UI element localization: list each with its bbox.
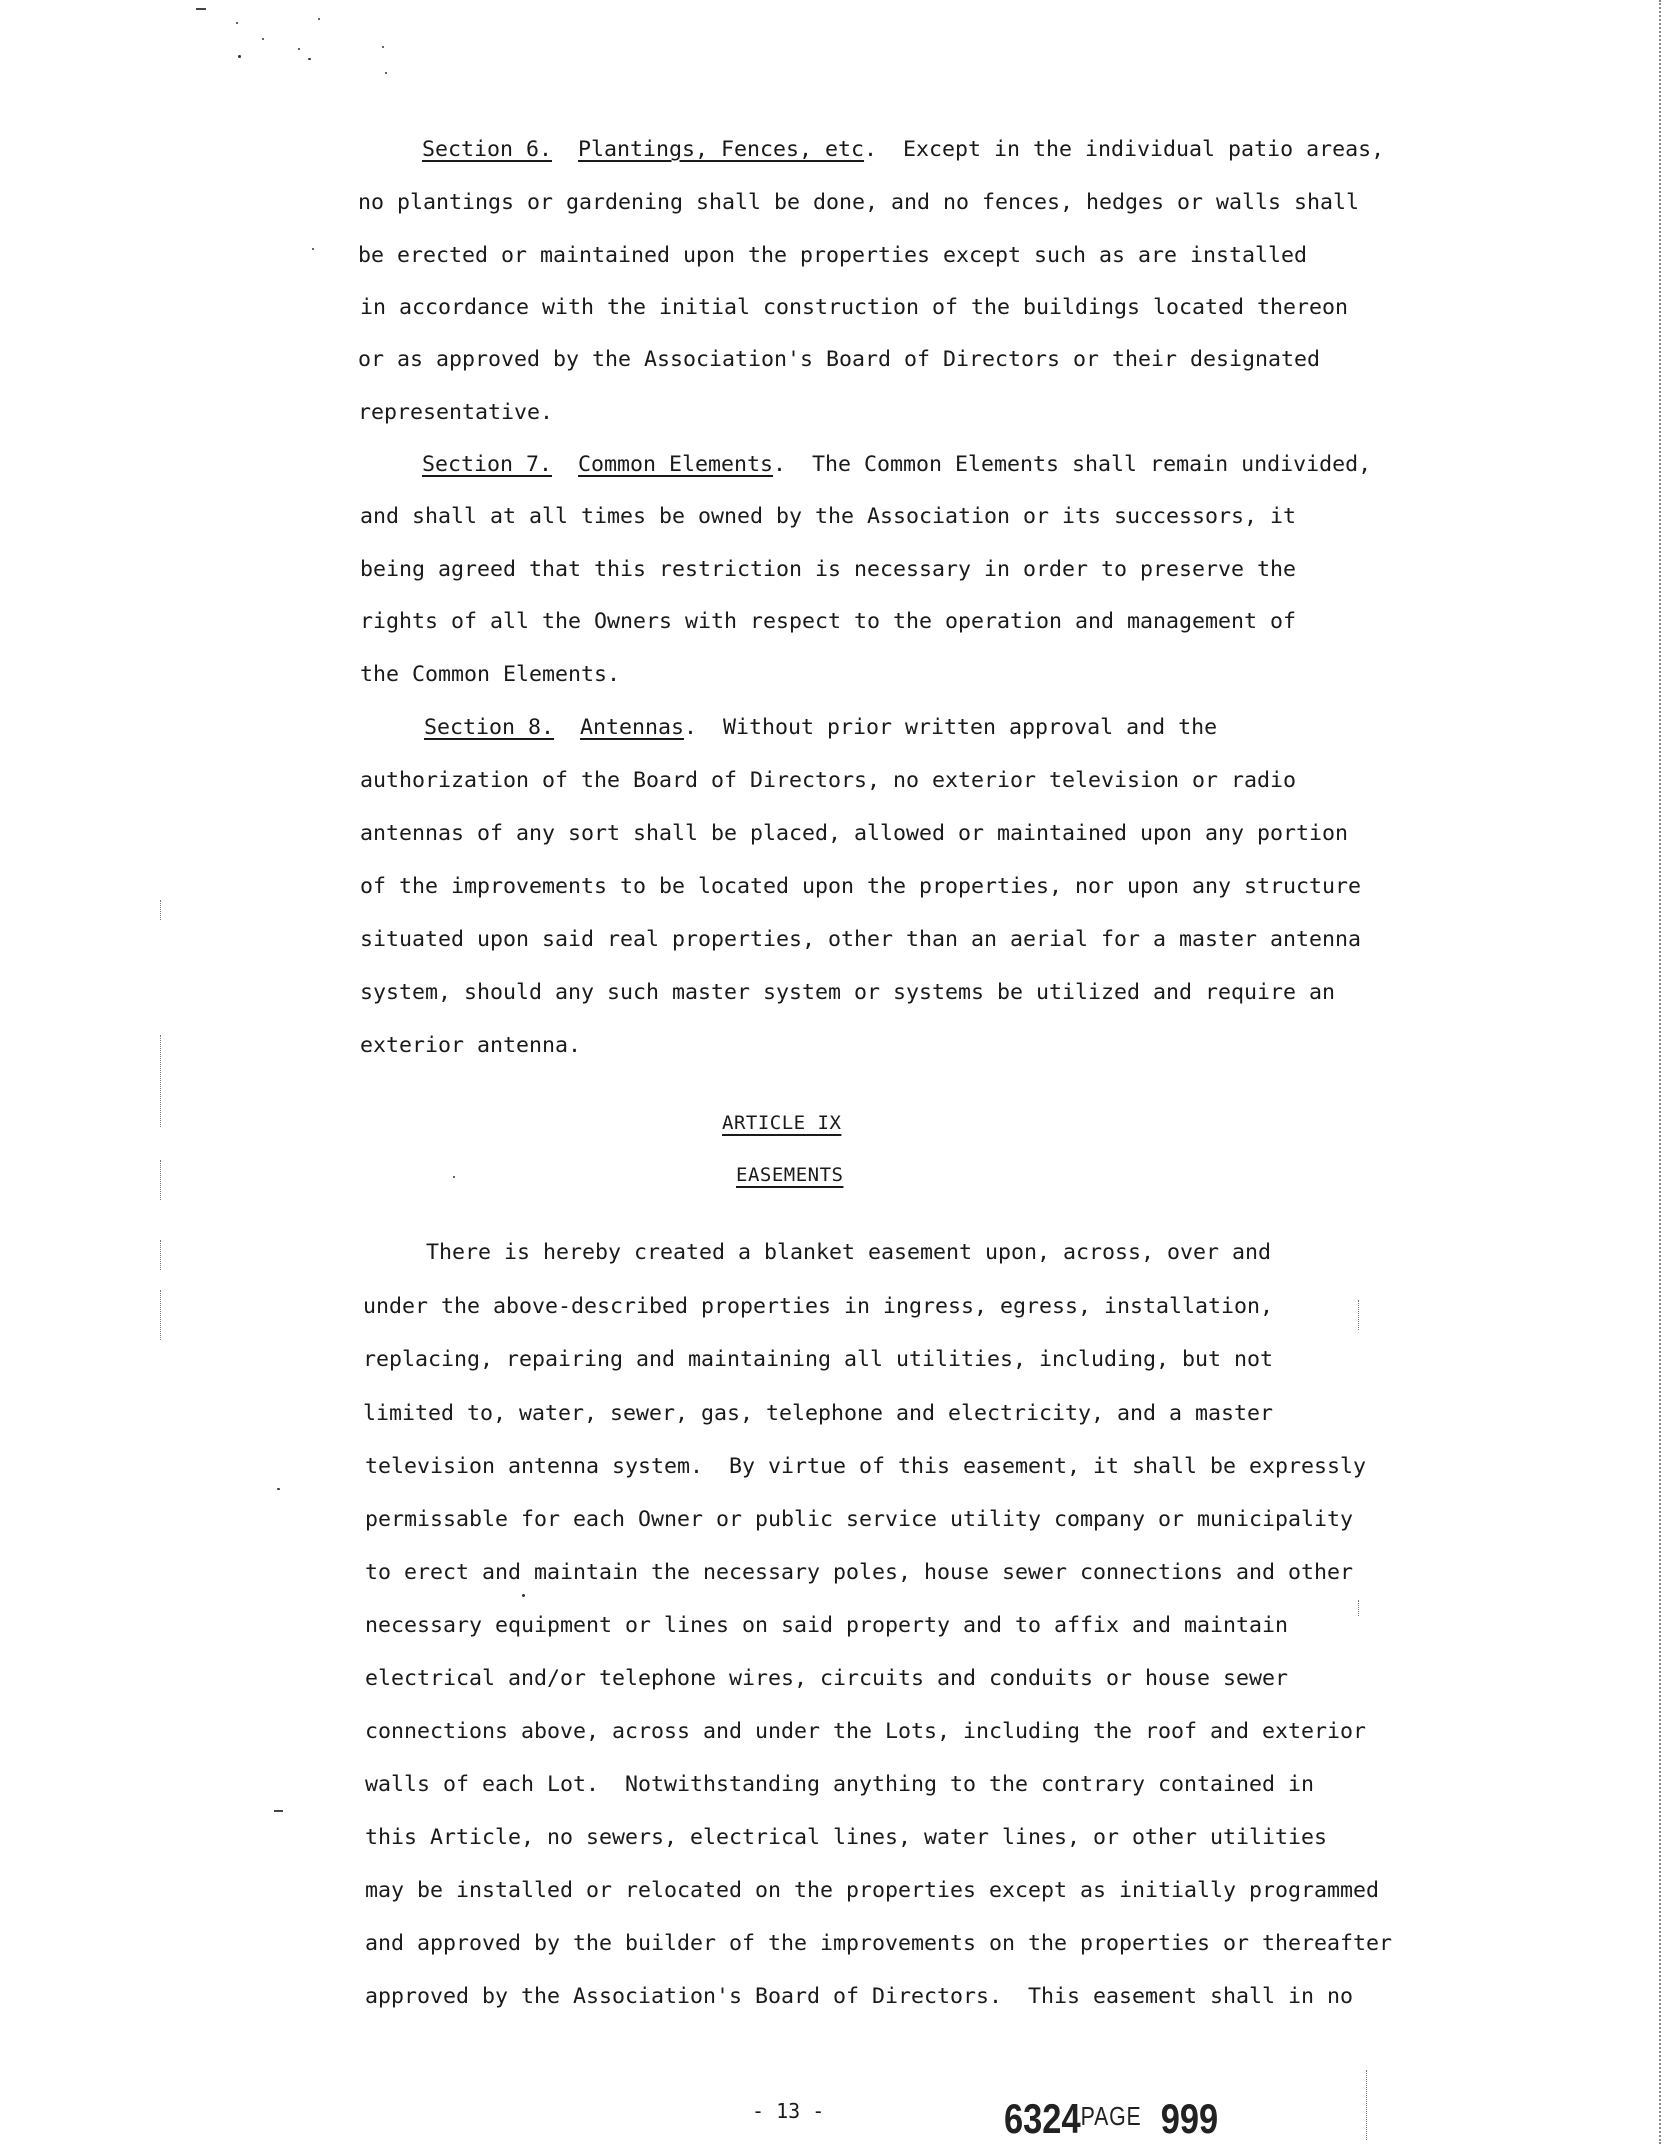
section-6-text: . Except in the individual patio areas, — [864, 137, 1385, 162]
section-6-line: or as approved by the Association's Board of Directors or their designated — [358, 347, 1321, 372]
scan-speck — [453, 1176, 455, 1178]
section-8-heading: Section 8. — [424, 715, 555, 740]
easements-line: this Article, no sewers, electrical lines, water lines, or other utilities — [365, 1825, 1328, 1850]
scan-speck — [382, 46, 384, 48]
easements-line: may be installed or relocated on the properties except as initially programmed — [365, 1878, 1380, 1903]
article-title: EASEMENTS — [736, 1164, 844, 1186]
scan-speck — [318, 18, 320, 20]
section-6-line: be erected or maintained upon the properties except such as are installed — [358, 243, 1308, 268]
scan-speck — [262, 38, 264, 40]
easements-line: limited to, water, sewer, gas, telephone and electricity, and a master — [363, 1401, 1274, 1426]
section-8-line: antennas of any sort shall be placed, allowed or maintained upon any portion — [360, 821, 1349, 846]
section-6-heading: Section 6. — [422, 137, 553, 162]
easements-line: television antenna system. By virtue of this easement, it shall be expressly — [365, 1454, 1367, 1479]
page-edge — [1659, 0, 1664, 2144]
scan-speck — [236, 22, 238, 24]
scan-speck — [312, 248, 314, 250]
easements-line: approved by the Association's Board of Directors. This easement shall in no — [365, 1984, 1354, 2009]
section-8-text: . Without prior written approval and the — [684, 715, 1218, 740]
section-8-line: of the improvements to be located upon the properties, nor upon any structure — [360, 874, 1362, 899]
section-8-line: authorization of the Board of Directors, no exterior television or radio — [360, 768, 1297, 793]
section-8-line: situated upon said real properties, other than an aerial for a master antenna — [360, 927, 1362, 952]
section-8-title: Antennas — [580, 715, 685, 740]
easements-line: necessary equipment or lines on said property and to affix and maintain — [365, 1613, 1289, 1638]
section-6-line: no plantings or gardening shall be done, and no fences, hedges or walls shall — [358, 190, 1360, 215]
section-6-line: representative. — [358, 400, 554, 425]
margin-mark — [160, 1290, 161, 1340]
margin-mark — [1358, 1300, 1359, 1330]
margin-mark — [1358, 1600, 1359, 1616]
easements-line: to erect and maintain the necessary poles, house sewer connections and other — [365, 1560, 1354, 1585]
stamp-page-number: 999 — [1160, 2095, 1219, 2142]
scan-speck — [238, 55, 241, 58]
section-7-line: being agreed that this restriction is necessary in order to preserve the — [360, 557, 1297, 582]
easements-line: connections above, across and under the Lots, including the roof and exterior — [365, 1719, 1367, 1744]
scan-mark — [274, 1810, 283, 1812]
section-7-text: . The Common Elements shall remain undivided, — [773, 452, 1372, 477]
section-8-line — [424, 714, 1217, 742]
article-number: ARTICLE IX — [722, 1112, 842, 1134]
section-6-line: in accordance with the initial construction of the buildings located thereon — [360, 295, 1349, 320]
book-number: 6324 — [1004, 2095, 1081, 2142]
section-7-title: Common Elements — [578, 452, 774, 477]
section-6-title: Plantings, Fences, etc — [578, 137, 865, 162]
section-7-line: rights of all the Owners with respect to the operation and management of — [360, 609, 1297, 634]
easements-line: replacing, repairing and maintaining all utilities, including, but not — [363, 1347, 1274, 1372]
scan-speck — [298, 48, 300, 50]
easements-line: permissable for each Owner or public service utility company or municipality — [365, 1507, 1354, 1532]
section-8-line: system, should any such master system or systems be utilized and require an — [360, 980, 1336, 1005]
scan-speck — [385, 72, 387, 74]
margin-mark — [160, 1160, 161, 1200]
easements-line: electrical and/or telephone wires, circuits and conduits or house sewer — [365, 1666, 1289, 1691]
section-7-line — [422, 451, 1371, 479]
easements-line: and approved by the builder of the improvements on the properties or thereafter — [365, 1931, 1393, 1956]
section-7-line: and shall at all times be owned by the Association or its successors, it — [360, 504, 1297, 529]
book-page-stamp — [1004, 2093, 1218, 2142]
scan-speck — [277, 1488, 280, 1490]
margin-mark — [160, 1240, 161, 1270]
section-8-line: exterior antenna. — [360, 1033, 582, 1058]
scan-speck — [522, 1594, 525, 1597]
page-label: PAGE — [1080, 2101, 1142, 2131]
section-7-heading: Section 7. — [422, 452, 553, 477]
scan-speck — [308, 58, 311, 60]
easements-line: walls of each Lot. Notwithstanding anything to the contrary contained in — [365, 1772, 1315, 1797]
section-7-line: the Common Elements. — [360, 662, 621, 687]
margin-mark — [160, 900, 161, 920]
scan-mark — [196, 8, 206, 10]
easements-line: under the above-described properties in ingress, egress, installation, — [363, 1294, 1274, 1319]
margin-mark — [1366, 2070, 1367, 2140]
page-number: - 13 - — [752, 2099, 825, 2123]
section-6-line — [422, 136, 1384, 164]
easements-line: There is hereby created a blanket easement upon, across, over and — [426, 1240, 1272, 1265]
margin-mark — [160, 1035, 161, 1127]
